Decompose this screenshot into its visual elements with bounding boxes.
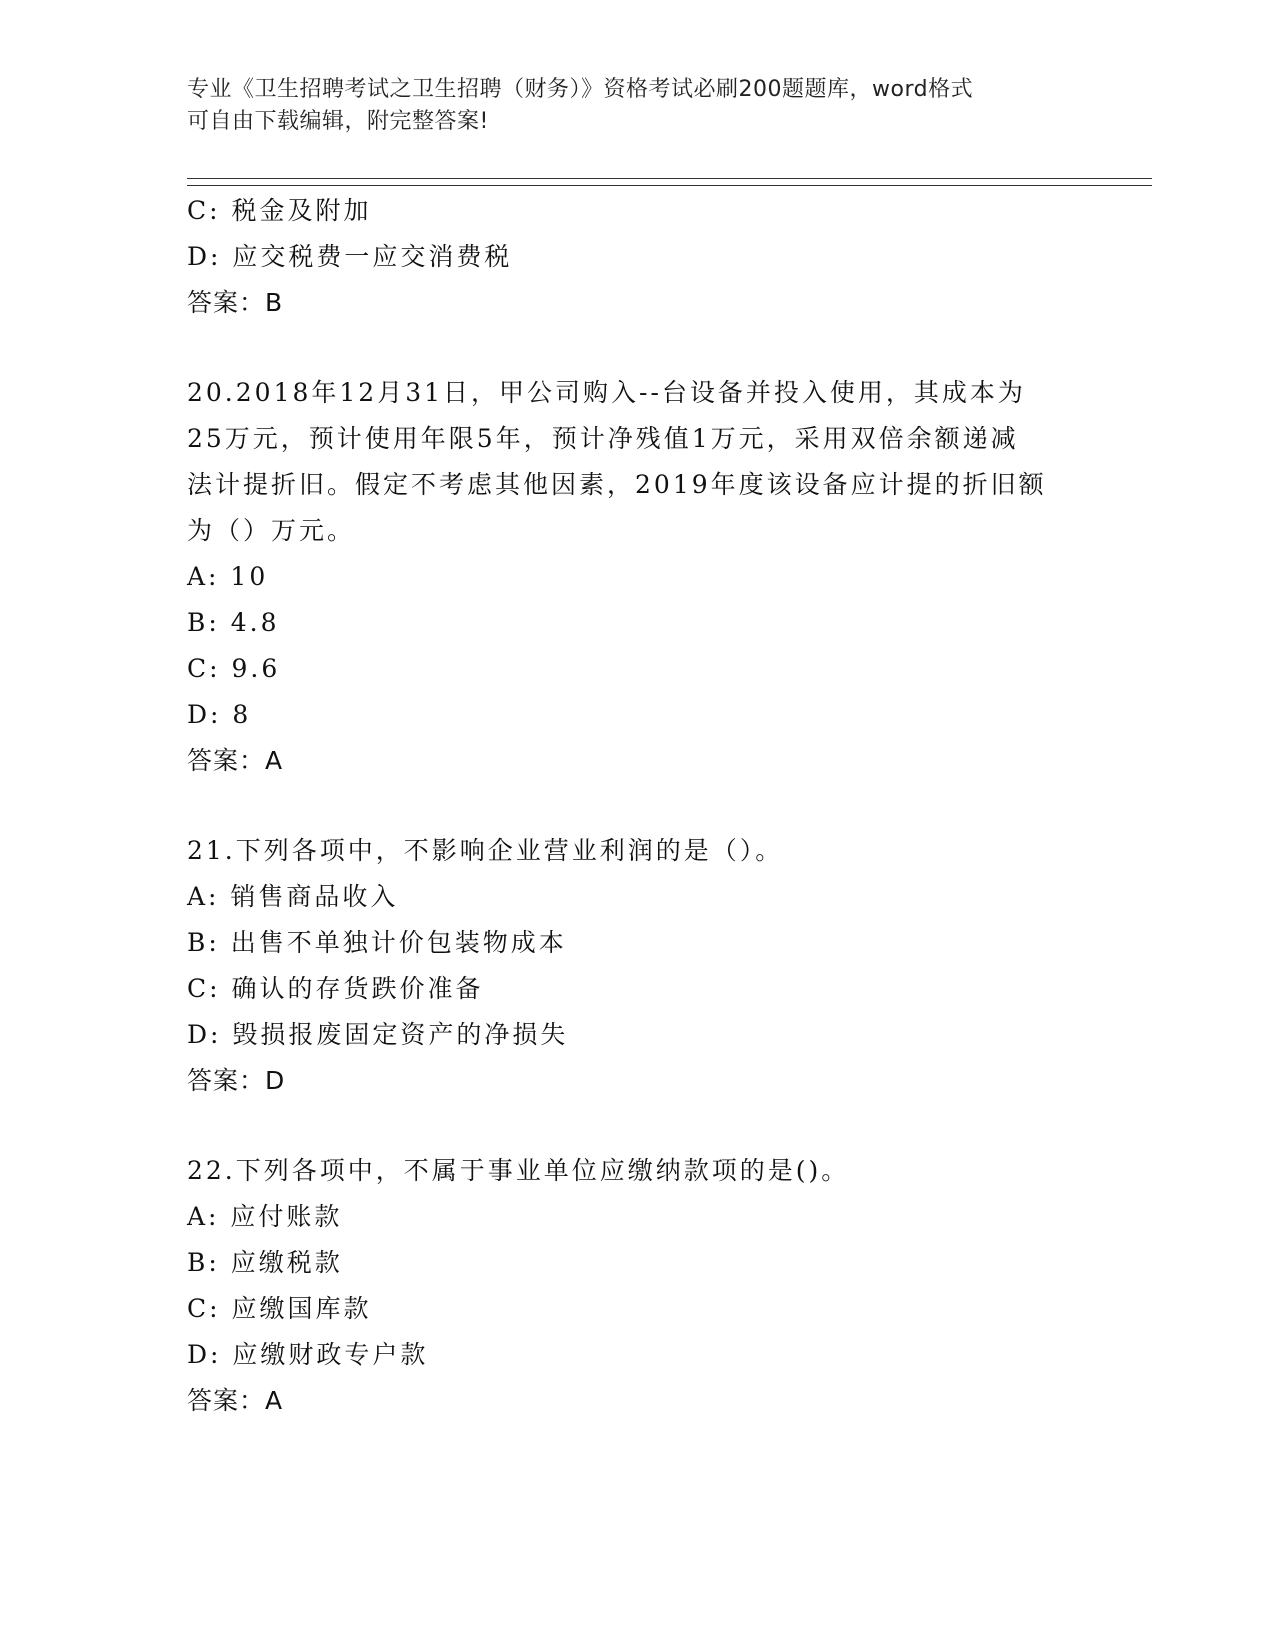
question-21 — [187, 828, 1087, 1104]
header-title-line-2: 可自由下载编辑，附完整答案! — [187, 109, 489, 134]
option-c: C: 9.6 — [187, 654, 281, 683]
header-divider — [187, 178, 1152, 186]
option-d: D: 应缴财政专户款 — [187, 1340, 429, 1369]
option-c: C: 应缴国库款 — [187, 1294, 372, 1323]
answer: 答案：A — [187, 1386, 284, 1415]
spacer — [187, 1104, 1087, 1148]
question-22 — [187, 1148, 1087, 1424]
option-a: A: 销售商品收入 — [187, 882, 399, 911]
option-b: B: 出售不单独计价包装物成本 — [187, 928, 567, 957]
option-d: D: 应交税费一应交消费税 — [187, 242, 513, 271]
option-d: D: 8 — [187, 700, 252, 729]
question-stem-line: 20.2018年12月31日，甲公司购入--台设备并投入使用，其成本为 — [187, 378, 1026, 407]
answer: 答案：A — [187, 746, 284, 775]
spacer — [187, 326, 1087, 370]
question-stem-line: 为（）万元。 — [187, 516, 356, 545]
question-19-tail — [187, 188, 1087, 326]
option-d: D: 毁损报废固定资产的净损失 — [187, 1020, 569, 1049]
option-a: A: 应付账款 — [187, 1202, 343, 1231]
question-20 — [187, 370, 1087, 784]
answer: 答案：D — [187, 1066, 286, 1095]
answer: 答案：B — [187, 288, 284, 317]
option-c: C: 确认的存货跌价准备 — [187, 974, 484, 1003]
question-stem-line: 21.下列各项中，不影响企业营业利润的是（）。 — [187, 836, 784, 865]
header-title-line-1: 专业《卫生招聘考试之卫生招聘（财务）》资格考试必刷200题题库，word格式 — [187, 77, 974, 102]
option-a: A: 10 — [187, 562, 269, 591]
question-stem-line: 22.下列各项中，不属于事业单位应缴纳款项的是()。 — [187, 1156, 850, 1185]
question-stem-line: 法计提折旧。假定不考虑其他因素，2019年度该设备应计提的折旧额 — [187, 470, 1047, 499]
question-list — [187, 188, 1087, 1424]
option-b: B: 应缴税款 — [187, 1248, 343, 1277]
spacer — [187, 784, 1087, 828]
question-stem-line: 25万元，预计使用年限5年，预计净残值1万元，采用双倍余额递减 — [187, 424, 1019, 453]
document-header — [187, 74, 1067, 138]
option-b: B: 4.8 — [187, 608, 280, 637]
option-c: C: 税金及附加 — [187, 196, 372, 225]
